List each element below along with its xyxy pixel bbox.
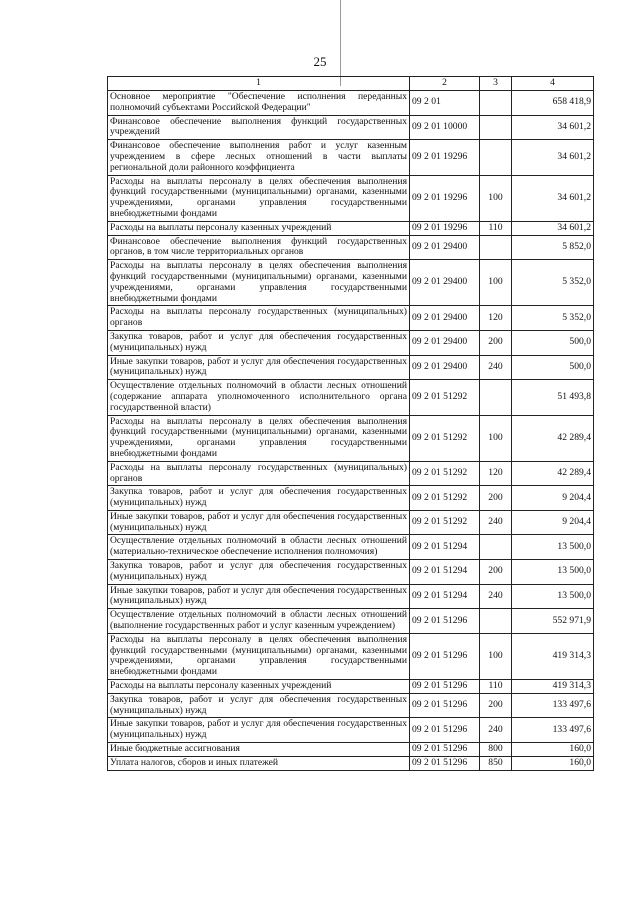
table-row — [108, 175, 594, 221]
row-sum-cell: 34 601,2 — [512, 140, 594, 175]
row-name-cell: Финансовое обеспечение выполнения работ и услуг казенным учреждением в сфере лесных отношений в части выплаты региональной доли районного коэффициента — [108, 140, 410, 175]
row-sum-cell: 133 497,6 — [512, 693, 594, 718]
row-code-cell: 09 2 01 19296 — [410, 175, 480, 221]
row-vr-cell: 240 — [480, 718, 512, 743]
header-code: 2 — [410, 77, 480, 91]
row-sum-cell: 552 971,9 — [512, 609, 594, 634]
row-sum-cell: 13 500,0 — [512, 535, 594, 560]
row-code-cell: 09 2 01 51294 — [410, 560, 480, 585]
row-code-cell: 09 2 01 — [410, 91, 480, 116]
row-sum-cell: 160,0 — [512, 756, 594, 770]
row-vr-cell: 240 — [480, 510, 512, 535]
row-sum-cell: 500,0 — [512, 330, 594, 355]
row-name-cell: Расходы на выплаты персоналу в целях обеспечения выполнения функций государственными (муниципальными) органами, казенными учреждениями, органами управления государственными внебюджетными фондами — [108, 260, 410, 306]
row-sum-cell: 42 289,4 — [512, 415, 594, 461]
header-name: 1 — [108, 77, 410, 91]
row-code-cell: 09 2 01 29400 — [410, 235, 480, 260]
row-name-cell: Осуществление отдельных полномочий в области лесных отношений (выполнение государственных работ и услуг казенным учреждением) — [108, 609, 410, 634]
row-code-cell: 09 2 01 19296 — [410, 140, 480, 175]
row-name-cell: Иные бюджетные ассигнования — [108, 743, 410, 757]
row-sum-cell: 34 601,2 — [512, 115, 594, 140]
row-name-cell: Закупка товаров, работ и услуг для обеспечения государственных (муниципальных) нужд — [108, 330, 410, 355]
row-code-cell: 09 2 01 51292 — [410, 415, 480, 461]
row-code-cell: 09 2 01 51296 — [410, 633, 480, 679]
row-name-cell: Расходы на выплаты персоналу государственных (муниципальных) органов — [108, 306, 410, 331]
row-sum-cell: 5 852,0 — [512, 235, 594, 260]
row-code-cell: 09 2 01 51292 — [410, 461, 480, 486]
row-vr-cell: 110 — [480, 221, 512, 235]
table-row — [108, 680, 594, 694]
row-name-cell: Иные закупки товаров, работ и услуг для обеспечения государственных (муниципальных) нужд — [108, 718, 410, 743]
row-vr-cell: 800 — [480, 743, 512, 757]
row-code-cell: 09 2 01 51294 — [410, 535, 480, 560]
table-row — [108, 743, 594, 757]
table-row — [108, 633, 594, 679]
row-vr-cell: 110 — [480, 680, 512, 694]
row-code-cell: 09 2 01 51296 — [410, 756, 480, 770]
table-row — [108, 560, 594, 585]
table-row — [108, 115, 594, 140]
table-row — [108, 260, 594, 306]
row-name-cell: Закупка товаров, работ и услуг для обеспечения государственных (муниципальных) нужд — [108, 560, 410, 585]
row-name-cell: Финансовое обеспечение выполнения функций государственных органов, в том числе территориальных органов — [108, 235, 410, 260]
row-vr-cell: 100 — [480, 175, 512, 221]
table-row — [108, 486, 594, 511]
row-vr-cell: 120 — [480, 306, 512, 331]
row-vr-cell: 240 — [480, 584, 512, 609]
row-name-cell: Финансовое обеспечение выполнения функций государственных учреждений — [108, 115, 410, 140]
row-sum-cell: 5 352,0 — [512, 306, 594, 331]
row-code-cell: 09 2 01 29400 — [410, 355, 480, 380]
row-code-cell: 09 2 01 51292 — [410, 486, 480, 511]
table-row — [108, 584, 594, 609]
table-row — [108, 609, 594, 634]
row-name-cell: Иные закупки товаров, работ и услуг для обеспечения государственных (муниципальных) нужд — [108, 510, 410, 535]
table-row — [108, 306, 594, 331]
row-sum-cell: 500,0 — [512, 355, 594, 380]
row-vr-cell: 240 — [480, 355, 512, 380]
row-name-cell: Осуществление отдельных полномочий в области лесных отношений (содержание аппарата уполномоченного исполнительного органа государственной власти) — [108, 380, 410, 415]
row-sum-cell: 133 497,6 — [512, 718, 594, 743]
row-vr-cell — [480, 91, 512, 116]
header-vr: 3 — [480, 77, 512, 91]
row-sum-cell: 51 493,8 — [512, 380, 594, 415]
row-sum-cell: 419 314,3 — [512, 633, 594, 679]
row-sum-cell: 9 204,4 — [512, 510, 594, 535]
row-vr-cell: 850 — [480, 756, 512, 770]
row-name-cell: Основное мероприятие "Обеспечение исполнения переданных полномочий субъектами Российской Федерации" — [108, 91, 410, 116]
table-row — [108, 91, 594, 116]
row-code-cell: 09 2 01 51292 — [410, 380, 480, 415]
row-name-cell: Расходы на выплаты персоналу казенных учреждений — [108, 221, 410, 235]
row-code-cell: 09 2 01 51292 — [410, 510, 480, 535]
header-sum: 4 — [512, 77, 594, 91]
row-code-cell: 09 2 01 51296 — [410, 743, 480, 757]
row-code-cell: 09 2 01 51296 — [410, 693, 480, 718]
row-code-cell: 09 2 01 51296 — [410, 680, 480, 694]
row-code-cell: 09 2 01 51296 — [410, 609, 480, 634]
row-vr-cell: 200 — [480, 330, 512, 355]
table-row — [108, 355, 594, 380]
row-name-cell: Закупка товаров, работ и услуг для обеспечения государственных (муниципальных) нужд — [108, 486, 410, 511]
table-row — [108, 140, 594, 175]
row-sum-cell: 9 204,4 — [512, 486, 594, 511]
row-sum-cell: 419 314,3 — [512, 680, 594, 694]
row-sum-cell: 13 500,0 — [512, 560, 594, 585]
row-vr-cell — [480, 140, 512, 175]
scan-artifact-line — [340, 0, 341, 86]
row-name-cell: Расходы на выплаты персоналу казенных учреждений — [108, 680, 410, 694]
row-name-cell: Иные закупки товаров, работ и услуг для обеспечения государственных (муниципальных) нужд — [108, 355, 410, 380]
budget-table — [107, 76, 594, 771]
row-vr-cell — [480, 535, 512, 560]
page-number: 25 — [313, 54, 327, 69]
row-vr-cell: 200 — [480, 693, 512, 718]
row-name-cell: Уплата налогов, сборов и иных платежей — [108, 756, 410, 770]
row-code-cell: 09 2 01 29400 — [410, 330, 480, 355]
table-header-row — [108, 77, 594, 91]
row-name-cell: Расходы на выплаты персоналу в целях обеспечения выполнения функций государственными (муниципальными) органами, казенными учреждениями, органами управления государственными внебюджетными фондами — [108, 415, 410, 461]
row-vr-cell — [480, 609, 512, 634]
row-vr-cell: 100 — [480, 415, 512, 461]
row-code-cell: 09 2 01 10000 — [410, 115, 480, 140]
row-name-cell: Расходы на выплаты персоналу в целях обеспечения выполнения функций государственными (муниципальными) органами, казенными учреждениями, органами управления государственными внебюджетными фондами — [108, 633, 410, 679]
row-vr-cell: 120 — [480, 461, 512, 486]
table-row — [108, 535, 594, 560]
row-vr-cell: 100 — [480, 260, 512, 306]
row-code-cell: 09 2 01 19296 — [410, 221, 480, 235]
row-vr-cell — [480, 380, 512, 415]
row-code-cell: 09 2 01 29400 — [410, 306, 480, 331]
row-name-cell: Закупка товаров, работ и услуг для обеспечения государственных (муниципальных) нужд — [108, 693, 410, 718]
table-row — [108, 461, 594, 486]
row-name-cell: Иные закупки товаров, работ и услуг для обеспечения государственных (муниципальных) нужд — [108, 584, 410, 609]
row-sum-cell: 34 601,2 — [512, 175, 594, 221]
table-row — [108, 718, 594, 743]
table-row — [108, 693, 594, 718]
row-sum-cell: 5 352,0 — [512, 260, 594, 306]
row-name-cell: Осуществление отдельных полномочий в области лесных отношений (материально-техническое обеспечение исполнения полномочия) — [108, 535, 410, 560]
row-vr-cell: 100 — [480, 633, 512, 679]
row-name-cell: Расходы на выплаты персоналу государственных (муниципальных) органов — [108, 461, 410, 486]
row-vr-cell — [480, 115, 512, 140]
row-sum-cell: 42 289,4 — [512, 461, 594, 486]
table-row — [108, 756, 594, 770]
row-name-cell: Расходы на выплаты персоналу в целях обеспечения выполнения функций государственными (муниципальными) органами, казенными учреждениями, органами управления государственными внебюджетными фондами — [108, 175, 410, 221]
table-row — [108, 380, 594, 415]
row-sum-cell: 658 418,9 — [512, 91, 594, 116]
row-code-cell: 09 2 01 29400 — [410, 260, 480, 306]
table-row — [108, 415, 594, 461]
table-row — [108, 235, 594, 260]
table-row — [108, 221, 594, 235]
row-sum-cell: 13 500,0 — [512, 584, 594, 609]
row-code-cell: 09 2 01 51296 — [410, 718, 480, 743]
row-code-cell: 09 2 01 51294 — [410, 584, 480, 609]
row-sum-cell: 160,0 — [512, 743, 594, 757]
row-vr-cell: 200 — [480, 486, 512, 511]
row-vr-cell — [480, 235, 512, 260]
row-vr-cell: 200 — [480, 560, 512, 585]
row-sum-cell: 34 601,2 — [512, 221, 594, 235]
table-row — [108, 330, 594, 355]
table-row — [108, 510, 594, 535]
